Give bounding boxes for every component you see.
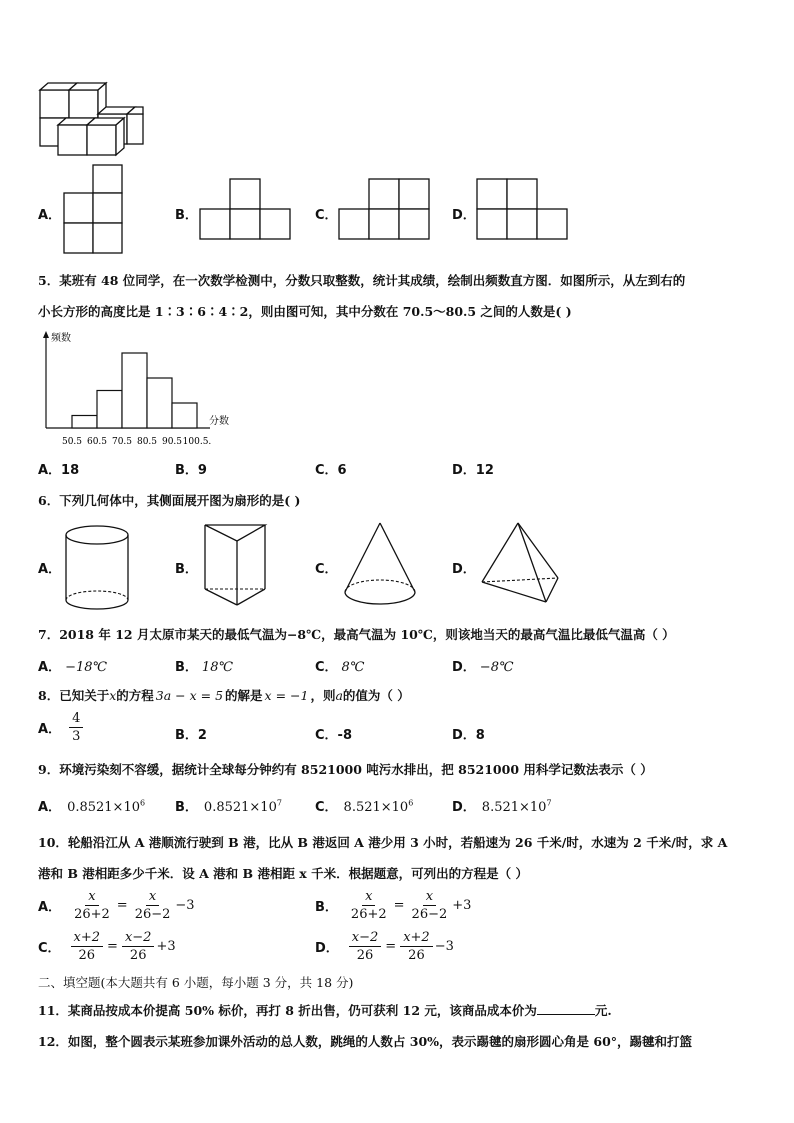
q9-option-c[interactable] (315, 796, 413, 815)
q7-option-d[interactable] (452, 656, 514, 675)
option-exponent: 6 (139, 798, 146, 808)
q10-option-d[interactable] (315, 931, 454, 962)
x-axis-label: 分数 (209, 416, 229, 427)
fraction (69, 712, 83, 743)
stem-text: 的解是 (225, 688, 263, 703)
q4-option-c-label[interactable]: C． (315, 208, 338, 223)
equals-sign: = (393, 898, 405, 913)
option-letter: C． (38, 941, 61, 956)
fraction (122, 931, 155, 962)
variable-x: x (109, 688, 117, 703)
numerator: x (362, 890, 375, 906)
option-value: −18℃ (65, 660, 108, 675)
option-letter: D． (452, 800, 476, 815)
numerator: x+2 (71, 931, 104, 947)
q8-option-c[interactable] (315, 724, 352, 743)
denominator: 26 (129, 948, 147, 963)
option-letter: A． (38, 900, 62, 915)
y-axis-label: 频数 (51, 333, 71, 344)
q5-option-a[interactable]: A．18 (38, 463, 80, 478)
q10-option-a[interactable] (38, 890, 195, 921)
stem-text: 的值为（ ） (342, 688, 410, 703)
variable-a: a (335, 688, 343, 703)
option-value: −8℃ (479, 660, 514, 675)
numerator: x−2 (349, 931, 382, 947)
q4-option-b-view (199, 178, 291, 240)
numerator: x−2 (122, 931, 155, 947)
option-letter: B． (175, 800, 198, 815)
histogram-bar (72, 416, 97, 429)
q5-stem-line2: 小长方形的高度比是 1∶3∶6∶4∶2，则由图可知，其中分数在 70.5～80.5 之间的人数是( ) (38, 304, 572, 319)
denominator: 26+2 (350, 907, 387, 922)
q4-option-d-label[interactable]: D． (452, 208, 476, 223)
q10-stem-line1: 10．轮船沿江从 A 港顺流行驶到 B 港，比从 B 港返回 A 港少用 3 小时，若船速为 26 千米/时，水速为 2 千米/时，求 A (38, 835, 728, 850)
q7-option-a[interactable] (38, 656, 107, 675)
q8-option-a[interactable] (38, 712, 85, 743)
denominator: 26−2 (411, 907, 448, 922)
q6-option-c-label[interactable]: C． (315, 562, 338, 577)
option-letter: C． (315, 660, 338, 675)
q9-option-d[interactable] (452, 796, 552, 815)
option-base: 8.521×10 (481, 800, 547, 815)
denominator: 26 (356, 948, 374, 963)
q5-option-b[interactable]: B．9 (175, 463, 207, 478)
option-exponent: 7 (546, 798, 552, 808)
histogram-bar (122, 353, 147, 428)
q10-option-c[interactable] (38, 931, 176, 962)
q6-option-a-label[interactable]: A． (38, 562, 62, 577)
q4-option-d-view (476, 178, 568, 240)
q8-stem (38, 686, 410, 704)
x-tick-label: 80.5 (136, 437, 158, 447)
option-value: 8 (475, 728, 485, 743)
numerator: x+2 (400, 931, 433, 947)
denominator: 26−2 (134, 907, 171, 922)
x-tick-label: 70.5 (111, 437, 133, 447)
equals-sign: = (116, 898, 128, 913)
option-letter: C． (315, 728, 338, 743)
option-letter: B． (175, 660, 198, 675)
histogram-bar (172, 403, 197, 428)
histogram-bar (97, 391, 122, 429)
equation-tail: −3 (434, 939, 454, 954)
option-value: 2 (197, 728, 207, 743)
cone-figure (340, 520, 420, 610)
denominator: 26 (78, 948, 96, 963)
section-title: 二、填空题(本大题共有 6 小题，每小题 3 分，共 18 分) (38, 975, 354, 990)
x-tick-label: 60.5 (86, 437, 108, 447)
q7-stem: 7．2018 年 12 月太原市某天的最低气温为−8℃，最高气温为 10℃，则该地当天的最高气温比最低气温高（ ） (38, 627, 675, 642)
cylinder-figure (64, 524, 134, 614)
q12-stem: 12．如图，整个圆表示某班参加课外活动的总人数，跳绳的人数占 30%，表示踢毽的扇形圆心角是 60°，踢毽和打篮 (38, 1034, 693, 1049)
q5-option-d[interactable]: D．12 (452, 463, 494, 478)
equation-tail: +3 (452, 898, 472, 913)
fraction (71, 931, 104, 962)
q4-option-a-view (63, 165, 123, 255)
fraction (400, 931, 433, 962)
fraction (349, 931, 382, 962)
equation-tail: −3 (175, 898, 195, 913)
equals-sign: = (107, 939, 118, 954)
q9-option-b[interactable] (175, 796, 282, 815)
option-letter: A． (38, 660, 62, 675)
triangular-prism-figure (202, 521, 272, 611)
q8-option-b[interactable] (175, 724, 207, 743)
fraction (71, 890, 113, 921)
stem-text: 的方程 (116, 688, 154, 703)
q5-stem-line1: 5．某班有 48 位同学，在一次数学检测中，分数只取整数，统计其成绩，绘制出频数直方图．如图所示，从左到右的 (38, 273, 686, 288)
numerator: x (423, 890, 436, 906)
answer-blank[interactable] (537, 1002, 595, 1015)
q10-option-b[interactable] (315, 890, 471, 921)
x-tick-label: 90.5 (161, 437, 183, 447)
denominator: 3 (72, 729, 81, 744)
numerator: x (146, 890, 159, 906)
q4-option-a-label[interactable]: A． (38, 208, 62, 223)
option-letter: B． (315, 900, 338, 915)
denominator: 26 (408, 948, 425, 963)
option-letter: A． (38, 722, 62, 737)
y-axis-arrow-icon (43, 331, 49, 338)
option-exponent: 7 (276, 798, 282, 808)
option-letter: B． (175, 728, 198, 743)
option-value: 18℃ (201, 660, 234, 675)
option-base: 0.8521×10 (203, 800, 277, 815)
q4-option-b-label[interactable]: B． (175, 208, 198, 223)
q6-option-d-label[interactable]: D． (452, 562, 476, 577)
option-value: 8℃ (341, 660, 365, 675)
q7-option-b[interactable] (175, 656, 233, 675)
q6-stem: 6．下列几何体中，其侧面展开图为扇形的是( ) (38, 493, 301, 508)
stem-text: 8．已知关于 (38, 688, 110, 703)
x-tick-label: 100.5. (182, 437, 212, 447)
q10-stem-line2: 港和 B 港相距多少千米．设 A 港和 B 港相距 x 千米．根据题意，可列出的方程是（ ） (38, 866, 528, 881)
stem-text: 元. (594, 1003, 612, 1018)
q6-option-b-label[interactable]: B． (175, 562, 198, 577)
q11-stem (38, 1001, 612, 1019)
option-letter: D． (452, 728, 476, 743)
option-base: 8.521×10 (343, 800, 409, 815)
option-letter: D． (315, 941, 339, 956)
cube-solid-figure (38, 80, 148, 160)
fraction (409, 890, 451, 921)
q5-option-c[interactable]: C．6 (315, 463, 347, 478)
equals-sign: = (385, 939, 397, 954)
numerator: x (85, 890, 98, 906)
q9-option-a[interactable] (38, 796, 145, 815)
solution: x = −1 (264, 688, 309, 703)
equation-tail: +3 (156, 939, 176, 954)
q4-option-c-view (338, 178, 430, 240)
numerator: 4 (69, 712, 83, 728)
x-tick-label: 50.5 (61, 437, 83, 447)
equation: 3a − x = 5 (155, 688, 224, 703)
q7-option-c[interactable] (315, 656, 364, 675)
option-base: 0.8521×10 (67, 800, 140, 815)
denominator: 26+2 (74, 907, 110, 922)
stem-text: ，则 (310, 688, 336, 703)
option-letter: D． (452, 660, 476, 675)
option-value: -8 (337, 728, 352, 743)
histogram-bar (147, 378, 172, 428)
fraction (348, 890, 390, 921)
frequency-histogram (38, 330, 238, 448)
stem-text: 11．某商品按成本价提高 50% 标价，再打 8 折出售，仍可获利 12 元，该商品成本价为 (38, 1003, 537, 1018)
tetrahedron-figure (478, 520, 568, 610)
q9-stem: 9．环境污染刻不容缓，据统计全球每分钟约有 8521000 吨污水排出，把 8521000 用科学记数法表示（ ） (38, 762, 653, 777)
option-letter: A． (38, 800, 62, 815)
option-exponent: 6 (408, 798, 414, 808)
fraction (132, 890, 174, 921)
option-letter: C． (315, 800, 338, 815)
q8-option-d[interactable] (452, 724, 485, 743)
